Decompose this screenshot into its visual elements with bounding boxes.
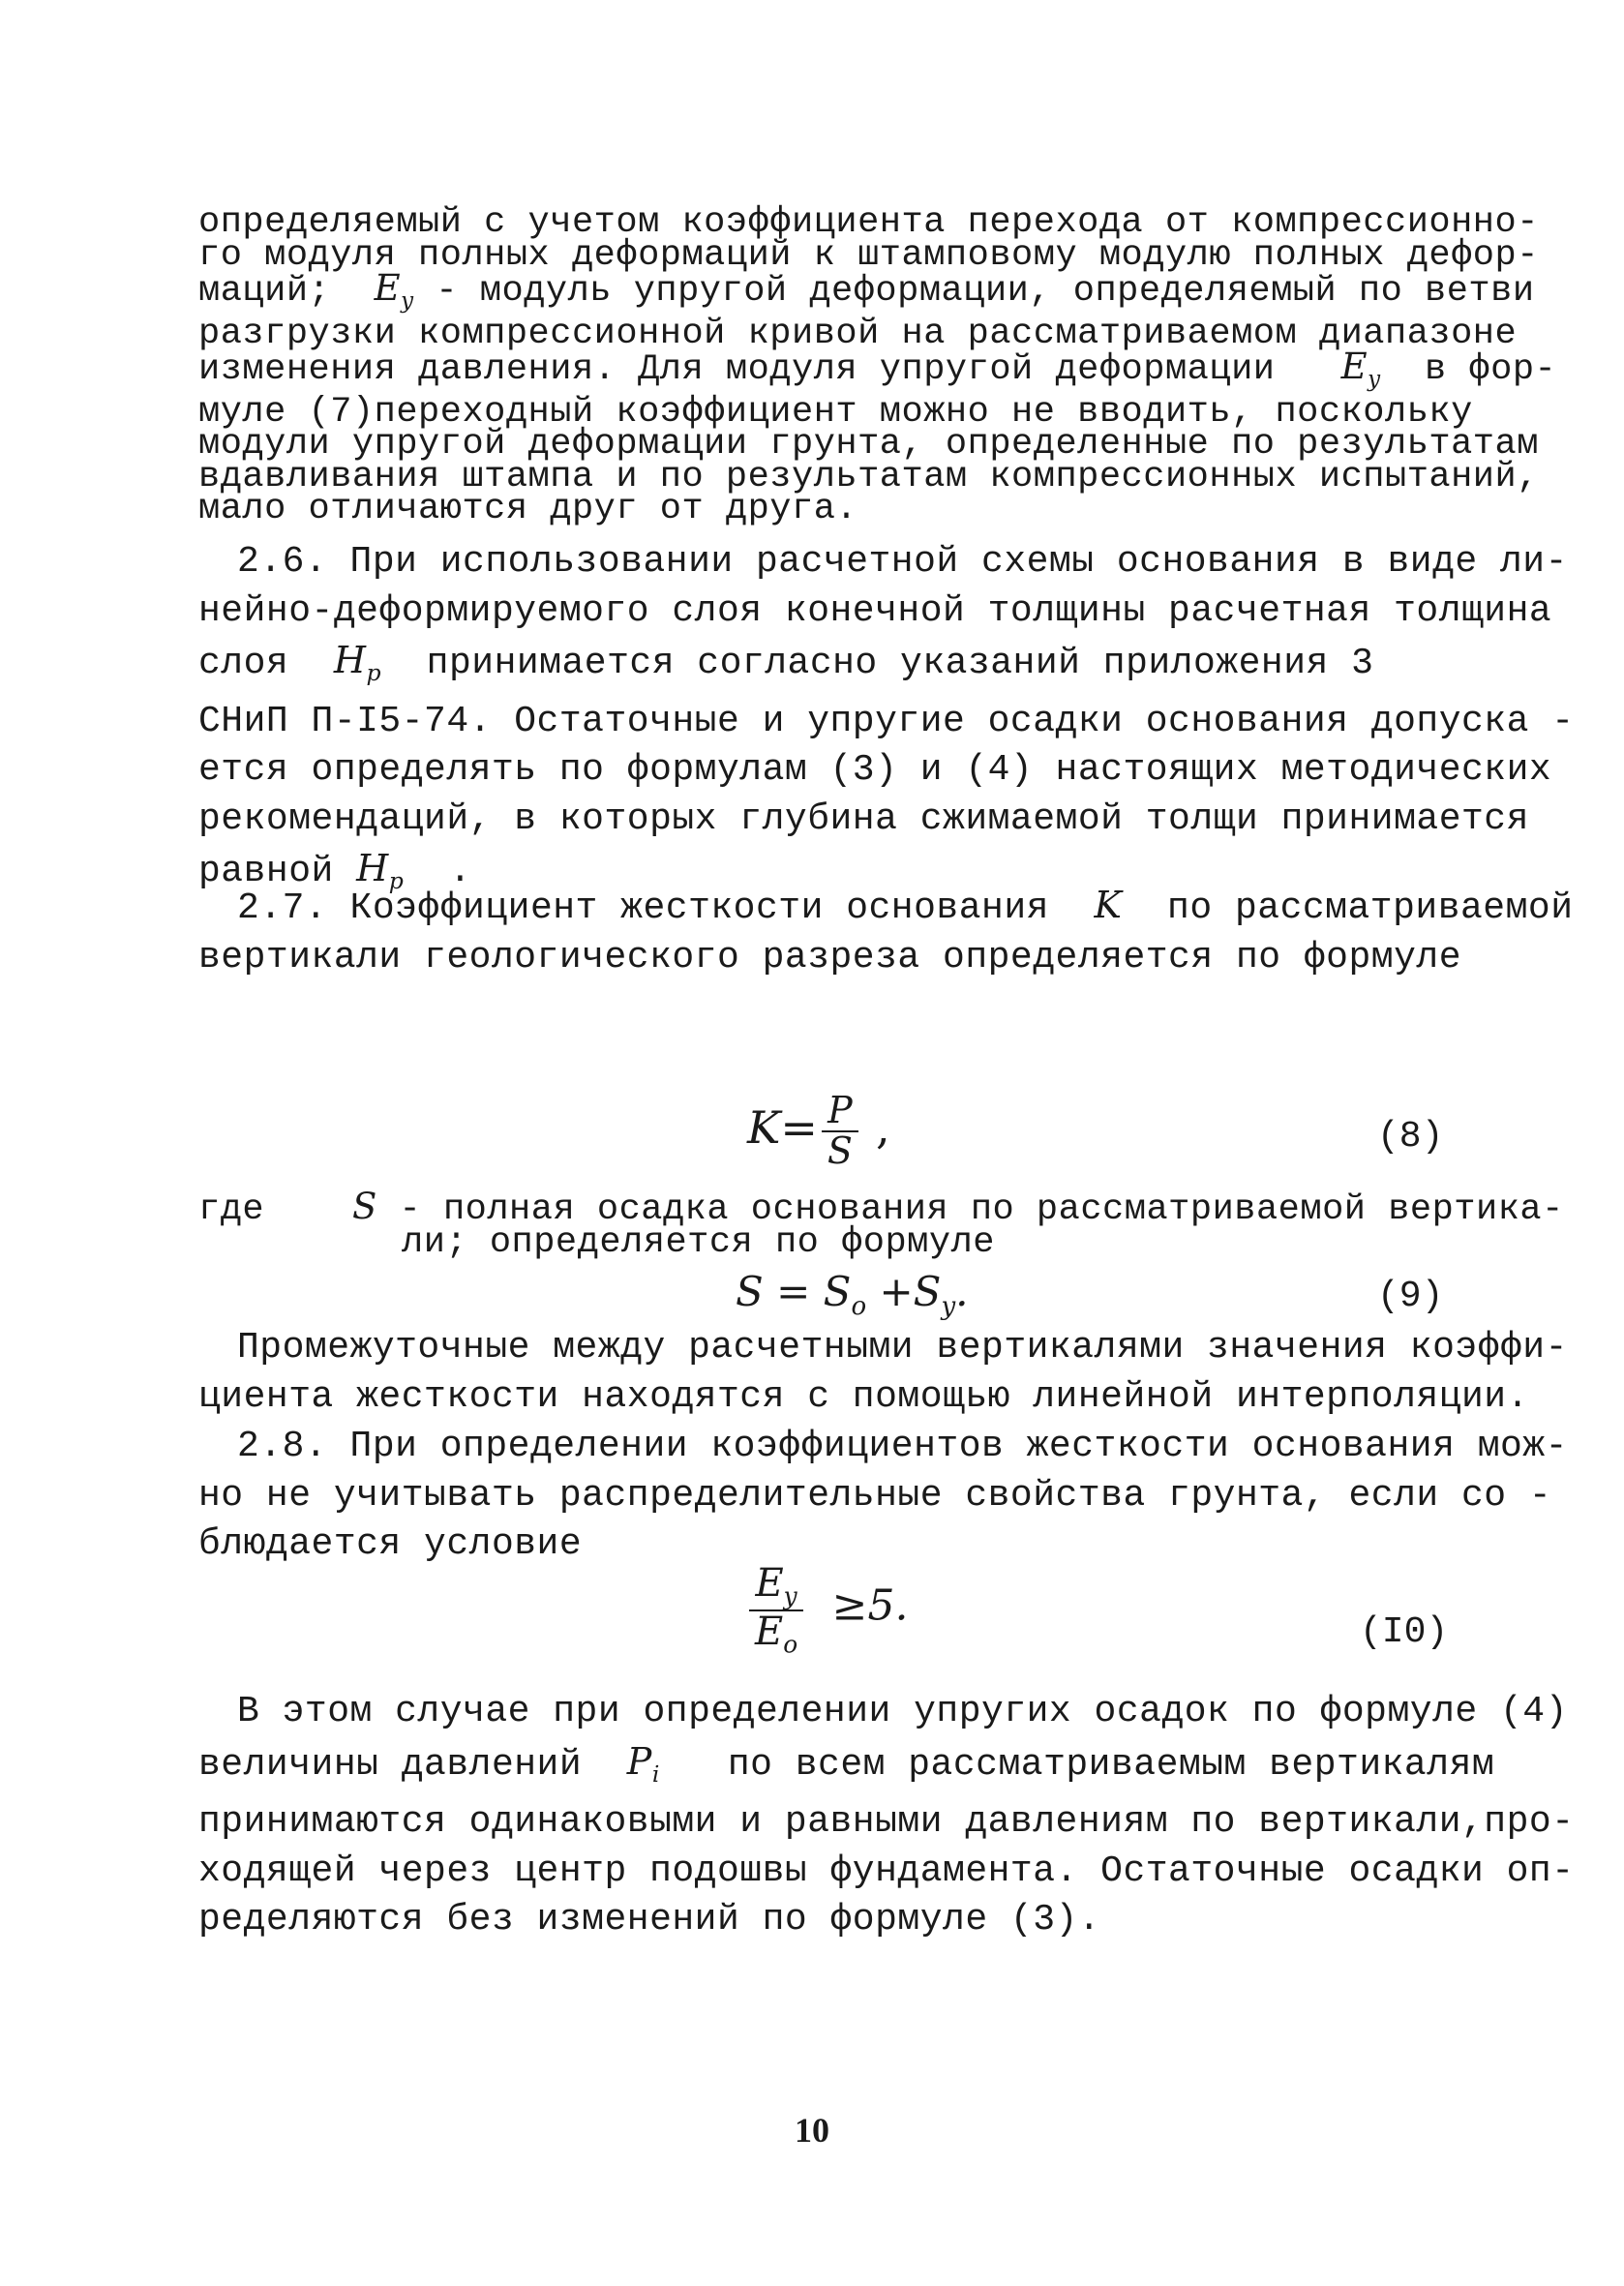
text-line: ходящей через центр подошвы фундамента. Остаточные осадки оп- <box>198 1850 1575 1892</box>
symbol-k: K <box>1094 884 1123 926</box>
where-block <box>198 1186 1564 1263</box>
section-2-8 <box>198 1423 1568 1570</box>
formula-10: $\frac{E_y}{E_o}$ ≥5. <box>745 1563 908 1657</box>
text-line: разгрузки компрессионной кривой на рассматриваемом диапазоне <box>198 313 1518 354</box>
symbol-ey: $E_y$ <box>374 267 414 315</box>
text-line: принимаются одинаковыми и равными давлениям по вертикали,про- <box>198 1801 1575 1844</box>
text-line: изменения давления. Для модуля упругой деформации $E_y$ в фор- <box>198 350 1447 397</box>
text-line: маций; $E_y$ - модуль упругой деформации, определяемый по ветви <box>198 272 1447 318</box>
text-line: где S - полная осадка основания по рассматриваемой вертика- <box>198 1186 1564 1230</box>
text-line: 2.6. При использовании расчетной схемы основания в виде ли- <box>237 541 1568 583</box>
text-line: го модуля полных деформаций к штамповому модулю полных дефор- <box>198 234 1539 276</box>
text-line: блюдается условие <box>198 1523 583 1565</box>
text-line: определяемый с учетом коэффициента перехода от компрессионно- <box>198 202 1539 243</box>
page-number: 10 <box>795 2111 829 2150</box>
section-2-6 <box>198 538 1575 906</box>
equation-number-8: (8) <box>1377 1116 1444 1158</box>
text-line: 2.8. При определении коэффициентов жесткости основания мож- <box>237 1426 1568 1467</box>
text-line: СНиП П-I5-74. Остаточные и упругие осадки основания допуска - <box>198 700 1575 742</box>
symbol-hp: $H_p$ <box>356 847 405 895</box>
text-line: рекомендаций, в которых глубина сжимаемой толщи принимается <box>198 797 1529 840</box>
text-line: модули упругой деформации грунта, определенные по результатам <box>198 424 1539 466</box>
symbol-hp: $H_p$ <box>333 639 382 687</box>
text-line: вдавливания штампа и по результатам компрессионных испытаний, <box>198 456 1539 497</box>
text-line: но не учитывать распределительные свойства грунта, если со - <box>198 1474 1552 1517</box>
text-line: мало отличаются друг от друга. <box>198 489 858 530</box>
symbol-pi: $P_i$ <box>626 1739 660 1788</box>
formula-9: $S = S_o +S_y$. <box>736 1268 969 1322</box>
symbol-s: S <box>351 1186 377 1227</box>
text-line: слоя $H_p$ принимается согласно указаний приложения 3 <box>198 636 1447 698</box>
symbol-ey: $E_y$ <box>1340 346 1381 393</box>
paragraph-final <box>198 1688 1575 1945</box>
text-line: вертикали геологического разреза определяется по формуле <box>198 936 1462 978</box>
text-line: 2.7. Коэффициент жесткости основания K по рассматриваемой <box>198 881 1447 934</box>
text-line: величины давлений $P_i$ по всем рассматриваемым вертикалям <box>198 1737 1447 1799</box>
text-line: равной $H_p$ . <box>198 844 1447 906</box>
text-line: циента жесткости находятся с помощью линейной интерполяции. <box>198 1375 1529 1418</box>
text-line: ли; определяется по формуле <box>402 1221 995 1263</box>
formula-8: K= $\frac{P}{S}$ , <box>747 1089 890 1172</box>
text-line: ределяются без изменений по формуле (3). <box>198 1899 1101 1941</box>
text-line: ется определять по формулам (3) и (4) настоящих методических <box>198 749 1552 792</box>
text-line: В этом случае при определении упругих осадок по формуле (4) <box>237 1691 1568 1732</box>
equation-number-10: (I0) <box>1360 1611 1449 1653</box>
equation-number-9: (9) <box>1377 1276 1444 1317</box>
section-2-7 <box>198 881 1574 982</box>
paragraph-interpolation <box>198 1324 1568 1422</box>
paragraph-continuation <box>198 202 1557 530</box>
text-line: Промежуточные между расчетными вертикалями значения коэффи- <box>237 1327 1568 1369</box>
text-line: нейно-деформируемого слоя конечной толщины расчетная толщина <box>198 589 1552 632</box>
text-line: муле (7)переходный коэффициент можно не вводить, поскольку <box>198 391 1473 433</box>
